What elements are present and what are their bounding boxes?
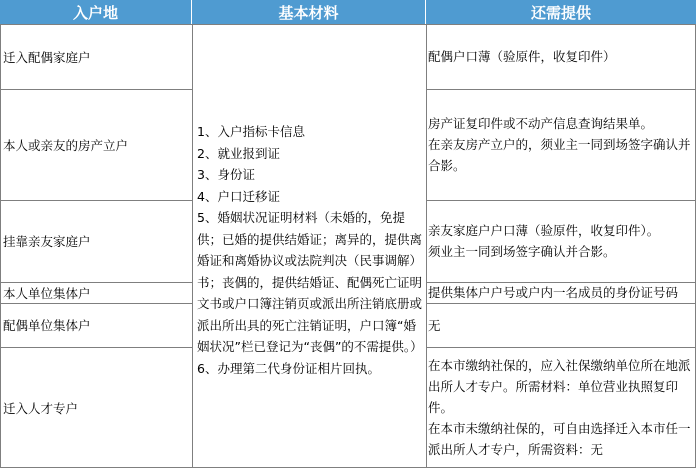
basic-material-item: 3、身份证 <box>197 167 255 182</box>
grid-line <box>0 303 192 304</box>
row-place-own-property: 本人或亲友的房产立户 <box>3 137 129 153</box>
row-extra-own-unit-collective <box>426 282 696 303</box>
basic-material-item: 1、入户指标卡信息 <box>197 124 305 139</box>
grid-line <box>0 282 192 283</box>
basic-material-item: 4、户口迁移证 <box>197 188 280 204</box>
header-extra-required: 还需提供 <box>426 0 696 24</box>
grid-line <box>0 24 696 25</box>
extra-text: 配偶户口薄（验原件，收复印件） <box>428 49 616 64</box>
row-place-spouse-household: 迁入配偶家庭户 <box>3 49 91 65</box>
basic-material-item: 6、办理第二代身份证相片回执。 <box>197 360 380 376</box>
row-extra-own-property <box>426 89 696 200</box>
grid-line <box>426 24 427 468</box>
grid-line <box>426 282 696 283</box>
extra-text: 房产证复印件或不动产信息查询结果单。 <box>428 116 654 131</box>
grid-line <box>426 303 696 304</box>
grid-line <box>0 200 192 201</box>
row-place-talent-account: 迁入人才专户 <box>3 400 79 416</box>
row-extra-spouse-household <box>426 24 696 89</box>
grid-line <box>426 200 696 201</box>
row-place-relative-household: 挂靠亲友家庭户 <box>3 234 91 249</box>
grid-line <box>0 24 1 468</box>
basic-material-item: 5、婚姻状况证明材料（未婚的，免提供；已婚的提供结婚证；离异的，提供离婚证和离婚协议或法院判决（民事调解）书；丧偶的，提供结婚证、配偶死亡证明文书或户口簿注销页或派出所注销底册或派出所出具的死亡注销证明，户口簿“婚姻状况”栏已登记为“丧偶”的不需提供。） <box>197 210 423 354</box>
extra-text: 须业主一同到场签字确认并合影。 <box>428 244 616 259</box>
basic-material-item: 2、就业报到证 <box>197 145 280 161</box>
grid-line <box>192 24 193 468</box>
grid-line <box>0 89 192 90</box>
basic-materials-list <box>192 24 426 468</box>
extra-text: 亲友家庭户户口薄（验原件，收复印件）。 <box>428 223 660 238</box>
grid-line <box>426 89 696 90</box>
extra-text: 在本市缴纳社保的，应入社保缴纳单位所在地派出所人才专户。所需材料：单位营业执照复印件。 <box>428 358 691 415</box>
extra-text: 无 <box>428 317 441 333</box>
row-extra-talent-account <box>426 347 696 468</box>
row-extra-spouse-unit-collective <box>426 303 696 347</box>
header-place: 入户地 <box>0 0 192 24</box>
row-place-spouse-unit-collective: 配偶单位集体户 <box>3 318 91 333</box>
extra-text: 在亲友房产立户的，须业主一同到场签字确认并合影。 <box>428 137 691 173</box>
row-place-own-unit-collective: 本人单位集体户 <box>3 285 91 301</box>
extra-text: 在本市未缴纳社保的，可自由选择迁入本市任一派出所人才专户，所需资料：无 <box>428 421 691 457</box>
row-extra-relative-household <box>426 200 696 282</box>
grid-line <box>0 347 192 348</box>
extra-text: 提供集体户户号或户内一名成员的身份证号码 <box>428 285 679 300</box>
grid-line <box>426 347 696 348</box>
header-basic-materials: 基本材料 <box>192 0 426 24</box>
